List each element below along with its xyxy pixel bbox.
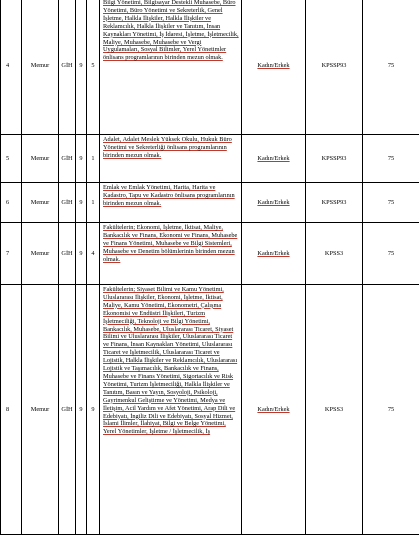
- qualification-cell: [100, 0, 242, 135]
- title-cell: Memur: [22, 0, 59, 135]
- class-cell: GİH: [59, 223, 76, 285]
- count-cell: 1: [87, 135, 100, 183]
- row-number: 7: [1, 223, 22, 285]
- table-row: [1, 223, 419, 285]
- gender-text: Kadın/Erkek: [257, 155, 289, 162]
- table-row: [1, 0, 419, 135]
- title-cell: Memur: [22, 135, 59, 183]
- title-cell: Memur: [22, 285, 59, 535]
- qualification-cell: [100, 135, 242, 183]
- gender-text: Kadın/Erkek: [257, 250, 289, 257]
- qualification-text: Adalet, Adalet Meslek Yüksek Okulu, Hukuk Büro Yönetimi ve Sekreterliği önlisans programlarının birinden mezun olmak.: [103, 136, 232, 159]
- class-cell: GİH: [59, 135, 76, 183]
- qualification-text: Fakültelerin; Siyaset Bilimi ve Kamu Yönetimi, Uluslararası İlişkiler, Ekonomi, İşletme, İktisat, Maliye, Kamu Yönetimi, Ekonometri, Çalışma Ekonomisi ve Endüstri İlişkileri, Turizm İşletmeciliği, Teknoloji ve Bilgi Yönetimi, Bankacılık, Muhasebe, Uluslararası Ticaret, Siyaset Bilimi ve Uluslararası İlişkiler, Uluslararası Ticaret ve Finans, İnsan Kaynakları Yönetimi, Uluslararası Ticaret ve İşletmecilik, Uluslararası Ticaret ve Lojistik, Halkla İlişkiler ve Reklamcılık, Uluslararası Lojistik ve Taşımacılık, Bankacılık ve Finans, Muhasebe ve Finans Yönetimi, Sigortacılık ve Risk Yönetimi, Turizm İşletmeciliği, Halkla İlişkiler ve Tanıtım, Basın ve Yayın, Sosyoloji, Psikoloji, Gayrimenkul Geliştirme ve Yönetimi, Medya ve İletişim, Acil Yardım ve Afet Yönetimi, Arap Dili ve Edebiyatı, İngiliz Dili ve Edebiyatı, Sosyal Hizmet, İslami İlimler, İlahiyat, Bilgi ve Belge Yönetimi, Yerel Yönetimler, İşletme / İşletmecilik, İş: [103, 286, 237, 435]
- class-cell: GİH: [59, 285, 76, 535]
- grade-cell: 9: [76, 0, 87, 135]
- exam-cell: KPSS3: [306, 285, 363, 535]
- gender-text: Kadın/Erkek: [257, 406, 289, 413]
- qualification-text: Emlak ve Emlak Yönetimi, Harita, Harita ve Kadastro, Tapu ve Kadastro önlisans programlarının birinden mezun olmak.: [103, 184, 235, 207]
- gender-text: Kadın/Erkek: [257, 199, 289, 206]
- grade-cell: 9: [76, 285, 87, 535]
- gender-cell: [242, 135, 306, 183]
- score-cell: 75: [363, 223, 419, 285]
- table-body: [1, 0, 419, 535]
- table-row: [1, 135, 419, 183]
- score-cell: 75: [363, 183, 419, 223]
- row-number: 8: [1, 285, 22, 535]
- score-cell: 75: [363, 0, 419, 135]
- gender-cell: [242, 285, 306, 535]
- title-cell: Memur: [22, 183, 59, 223]
- qualification-cell: [100, 183, 242, 223]
- qualification-text: Bilgi Yönetimi, Bilgisayar Destekli Muhasebe, Büro Yönetimi, Büro Yönetimi ve Sekreterlik, Genel İşletme, Halkla İlişkiler, Halkla İlişkiler ve Reklamcılık, Halkla İlişkiler ve Tanıtım, İnsan Kaynakları Yönetimi, İş İdaresi, İşletme, İşletmecilik, Maliye, Muhasebe, Muhasebe ve Vergi Uygulamaları, Sosyal Bilimler, Yerel Yönetimler önlisans programlarının birinden mezun olmak.: [103, 0, 239, 61]
- table-row: [1, 285, 419, 535]
- grade-cell: 9: [76, 183, 87, 223]
- gender-cell: [242, 0, 306, 135]
- row-number: 5: [1, 135, 22, 183]
- grade-cell: 9: [76, 135, 87, 183]
- exam-cell: KPSSP93: [306, 135, 363, 183]
- gender-text: Kadın/Erkek: [257, 62, 289, 69]
- gender-cell: [242, 223, 306, 285]
- qualification-cell: [100, 285, 242, 535]
- count-cell: 1: [87, 183, 100, 223]
- exam-cell: KPSSP93: [306, 0, 363, 135]
- row-number: 4: [1, 0, 22, 135]
- score-cell: 75: [363, 285, 419, 535]
- qualification-text: Fakültelerin; Ekonomi, İşletme, İktisat, Maliye, Bankacılık ve Finans, Ekonomi ve Finans, Muhasebe ve Finans Yönetimi, Muhasebe ve Bilgi Sistemleri, Muhasebe ve Denetim bölümlerinin birinden mezun olmak.: [103, 224, 237, 263]
- score-cell: 75: [363, 135, 419, 183]
- row-number: 6: [1, 183, 22, 223]
- grade-cell: 9: [76, 223, 87, 285]
- count-cell: 5: [87, 0, 100, 135]
- qualification-cell: [100, 223, 242, 285]
- exam-cell: KPSS3: [306, 223, 363, 285]
- title-cell: Memur: [22, 223, 59, 285]
- gender-cell: [242, 183, 306, 223]
- class-cell: GİH: [59, 0, 76, 135]
- count-cell: 4: [87, 223, 100, 285]
- table-row: [1, 183, 419, 223]
- exam-cell: KPSSP93: [306, 183, 363, 223]
- count-cell: 9: [87, 285, 100, 535]
- class-cell: GİH: [59, 183, 76, 223]
